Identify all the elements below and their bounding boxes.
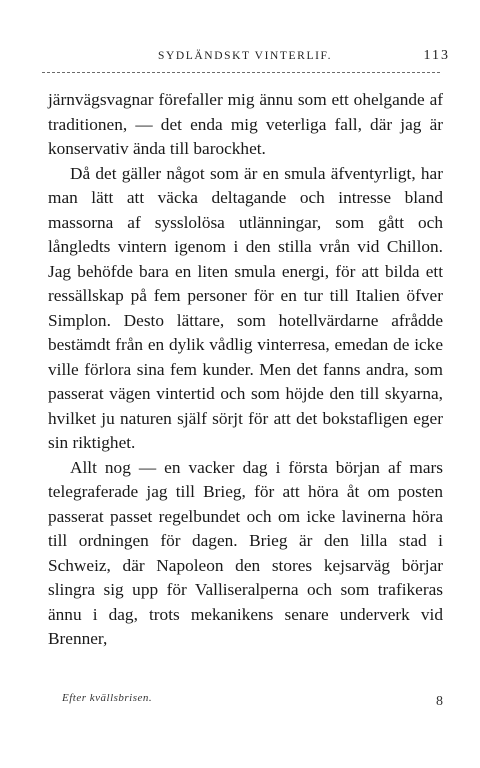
page-number: 113: [423, 48, 450, 63]
header-rule: [42, 72, 440, 73]
sheet-mark: 8: [436, 694, 443, 709]
paragraph: Då det gäller något som är en smula äfventyrligt, har man lätt att väcka deltagande och intresse bland massorna af sysslolösa utlänningar, som gått och långledts vintern igenom i den stilla vrån vid Chillon. Jag behöfde bara en liten smula energi, för att bilda ett ressällskap på fem personer för en tur till Italien öfver Simplon. Desto lättare, som hotellvärdarne afrådde bestämdt från en dylik vådlig vinterresa, emedan de icke ville förlora sina fem kunder. Men det fanns andra, som passerat vägen vintertid och som höjde den till skyarna, hvilket ju naturen själf sörjt för att det bokstafligen eger sin riktighet.: [48, 163, 443, 452]
signature-line: Efter kvällsbrisen.: [62, 692, 153, 704]
running-title: SYDLÄNDSKT VINTERLIF.: [157, 50, 333, 62]
running-head: [40, 50, 450, 72]
page-footer: [48, 692, 443, 712]
paragraph: Allt nog — en vacker dag i första början af mars telegraferade jag till Brieg, för att höra åt om posten passerat passet regelbundet och om icke lavinerna höra till ordningen för dagen. Brieg är den lilla stad i Schweiz, där Napoleon den stores kejsarväg börjar slingra sig upp för Valliseralperna och som trafikeras ännu i dag, trots mekanikens senare underverk vid Brenner,: [48, 457, 443, 648]
body-text: [48, 88, 443, 652]
paragraph-continuation: järnvägsvagnar förefaller mig ännu som ett ohelgande af traditionen, — det enda mig veterliga fall, där jag är konservativ ända till barockhet.: [48, 90, 443, 158]
